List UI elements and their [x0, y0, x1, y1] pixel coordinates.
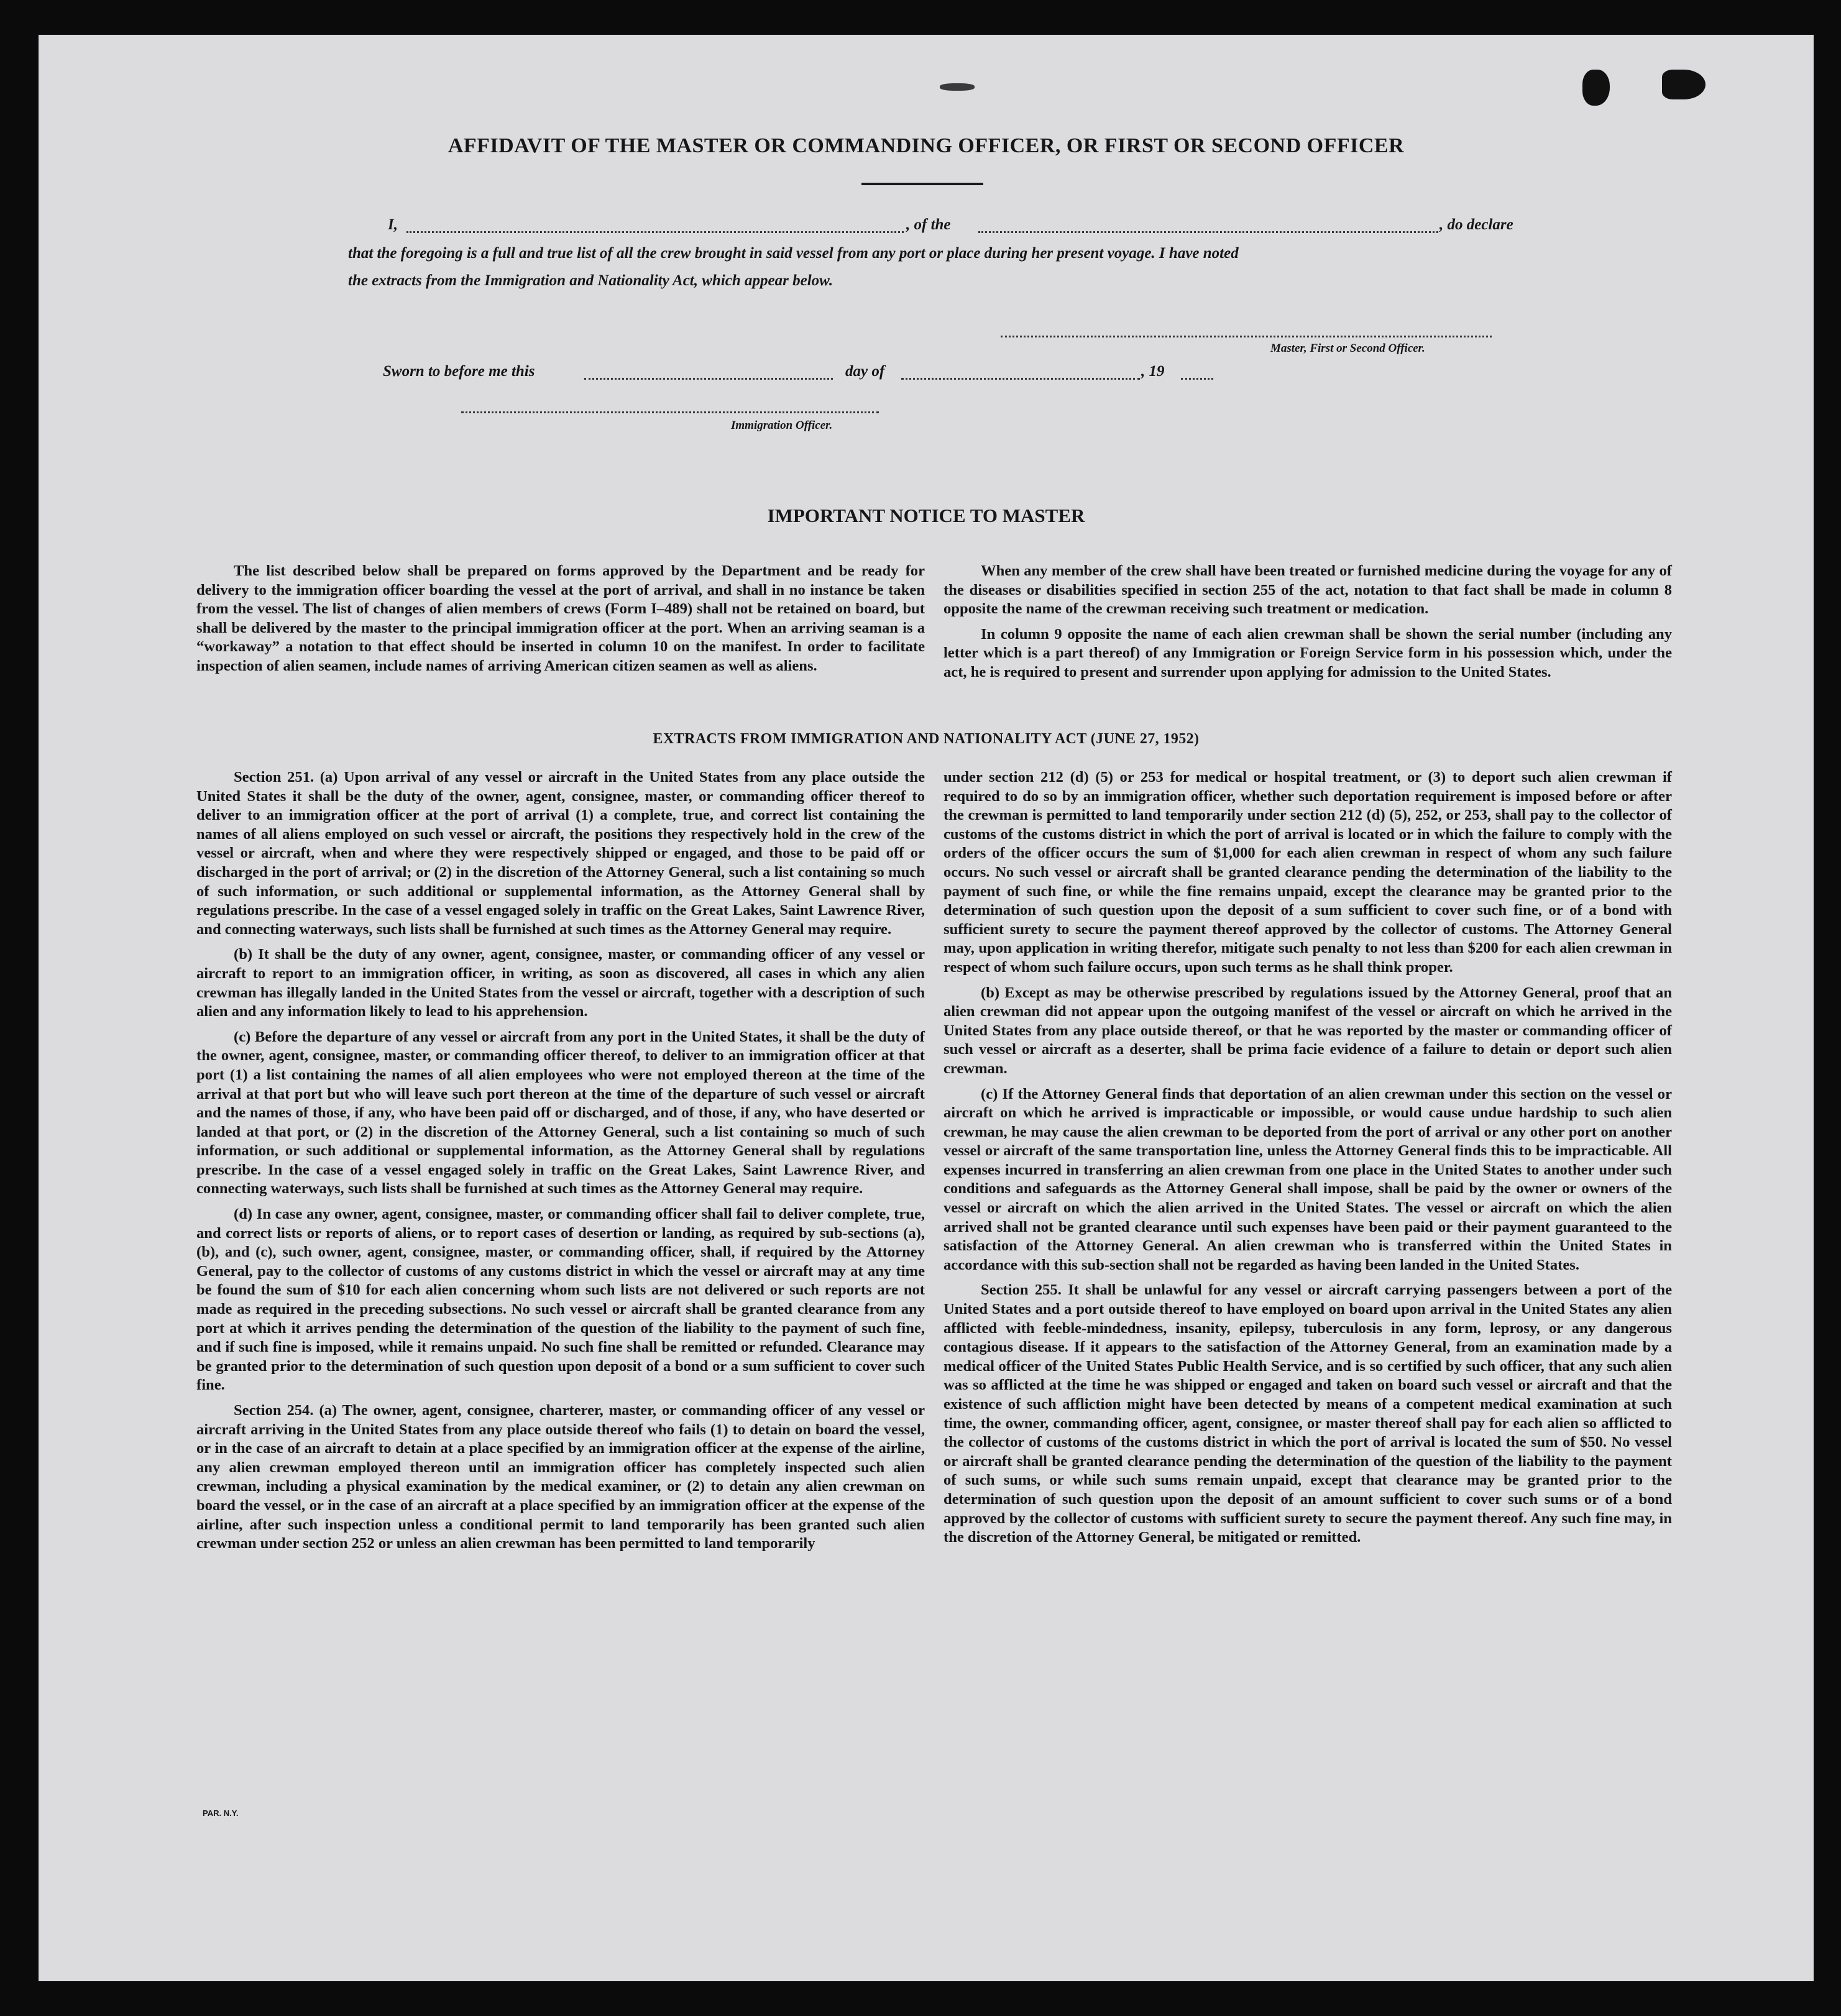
master-signature-line[interactable] — [1001, 336, 1492, 337]
extracts-right-column — [943, 768, 1672, 1554]
section-251-d: (d) In case any owner, agent, consignee, master, or commanding officer shall fail to deliver complete, true, and correct lists or reports of aliens, or to report cases of desertion or landing, as required by sub-sections (a), (b), and (c), such owner, agent, consignee, master, or commanding officer, shall, if required by the Attorney General, pay to the collector of customs of any customs district in which the vessel or aircraft may at any time be found the sum of $10 for each alien concerning whom such lists are not delivered or such reports are not made as required in the preceding subsections. No such vessel or aircraft shall be granted clearance from any port at which it arrives pending the determination of the question of the liability to the payment of such fine, and if such fine is imposed, while it remains unpaid. No such fine shall be remitted or refunded. Clearance may be granted prior to the determination of such question upon deposit of a bond or a sum sufficient to cover such fine. — [196, 1206, 925, 1394]
sworn-day-field[interactable] — [584, 378, 833, 380]
section-251-b: (b) It shall be the duty of any owner, agent, consignee, master, or commanding officer of any vessel or aircraft to report to an immigration officer, in writing, as soon as discovered, all cases in which any alien crewman has illegally landed in the United States from the vessel or aircraft, together with a description of such alien and any information likely to lead to his apprehension. — [196, 946, 925, 1020]
sworn-year-field[interactable] — [1181, 378, 1213, 380]
section-251-a: Section 251. (a) Upon arrival of any vessel or aircraft in the United States from any place outside the United States it shall be the duty of the owner, agent, consignee, master, or commanding officer thereof to deliver to an immigration officer at the port of arrival (1) a complete, true, and correct list containing the names of all aliens employed on such vessel or aircraft, the positions they respectively hold in the crew of the vessel or aircraft, when and where they were respectively shipped or engaged, and those to be paid off or discharged in the port of arrival; or (2) in the discretion of the Attorney General, such a list containing so much of such information, or such additional or supplemental information, as the Attorney General shall by regulations prescribe. In the case of a vessel engaged solely in traffic on the Great Lakes, Saint Lawrence River, and connecting waterways, such lists shall be furnished at such times as the Attorney General may require. — [196, 769, 925, 938]
punch-hole-left — [1582, 70, 1610, 106]
day-of-label: day of — [845, 363, 885, 380]
notice-right-column — [943, 562, 1672, 689]
section-254-b: (b) Except as may be otherwise prescribed by regulations issued by the Attorney General, proof that an alien crewman did not appear upon the outgoing manifest of the vessel or aircraft on which he arrived in the United States from any place outside thereof, or that he was reported by the master or commanding officer of such vessel or aircraft as a deserter, shall be prima facie evidence of a failure to detain or deport such alien crewman. — [943, 984, 1672, 1077]
printer-mark: PAR. N.Y. — [203, 1808, 239, 1818]
declaration-line-2: that the foregoing is a full and true list of all the crew brought in said vessel from any port or place during her present voyage. I have noted — [348, 245, 1239, 262]
notice-left-column — [196, 562, 925, 682]
master-signature-label: Master, First or Second Officer. — [1270, 342, 1425, 355]
notice-paragraph: When any member of the crew shall have been treated or furnished medicine during the voyage for any of the diseases or disabilities specified in section 255 of the act, notation to that fact shall be made in column 8 opposite the name of the crewman receiving such treatment or medication. — [943, 562, 1672, 618]
year-label: , 19 — [1141, 363, 1165, 380]
sworn-month-field[interactable] — [901, 378, 1140, 380]
section-254-a-continued: under section 212 (d) (5) or 253 for medical or hospital treatment, or (3) to deport such alien crewman if required to do so by an immigration officer, whether such deportation requirement is imposed before or after the crewman is permitted to land temporarily under section 212 (d) (5), 252, or 253, shall pay to the collector of customs of the customs district in which the port of arrival is located or in which the failure to comply with the orders of the officer occurs the sum of $1,000 for each alien crewman in respect of whom any such failure occurs. No such vessel or aircraft shall be granted clearance pending the determination of the liability to the payment of such fine, or while the fine remains unpaid, except the clearance may be granted prior to the determination of such question upon the deposit of a sum sufficient to cover such fine, or of a bond with sufficient surety to secure the payment thereof approved by the collector of customs. The Attorney General may, upon application in writing therefor, mitigate such penalty to not less than $200 for each alien crewman in respect of whom such failure occurs, upon such terms as he shall think proper. — [943, 769, 1672, 976]
extracts-title: EXTRACTS FROM IMMIGRATION AND NATIONALITY ACT (JUNE 27, 1952) — [653, 731, 1200, 747]
declarant-name-field[interactable] — [406, 231, 904, 233]
vessel-name-field[interactable] — [978, 231, 1438, 233]
punch-hole-right — [1662, 70, 1706, 99]
ink-mark — [940, 83, 975, 91]
officer-signature-label: Immigration Officer. — [731, 419, 833, 432]
section-251-c: (c) Before the departure of any vessel or aircraft from any port in the United States, it shall be the duty of the owner, agent, consignee, master, or commanding officer thereof, to deliver to an immigration officer at that port (1) a list containing the names of all alien employees who were not employed thereon at the time of the arrival at that port but who will leave such port thereon at the time of the departure of such vessel or aircraft and the names of those, if any, who have been paid off or discharged, and of those, if any, who have deserted or landed at that port, or (2) in the discretion of the Attorney General, such a list containing so much of such information, or such additional or supplemental information, as the Attorney General shall by regulations prescribe. In the case of a vessel engaged solely in traffic on the Great Lakes, Saint Lawrence River, and connecting waterways, such lists shall be furnished at such times as the Attorney General may require. — [196, 1028, 925, 1198]
affidavit-title: AFFIDAVIT OF THE MASTER OR COMMANDING OFFICER, OR FIRST OR SECOND OFFICER — [448, 134, 1405, 157]
declare-label: , do declare — [1439, 216, 1513, 233]
declaration-line-3: the extracts from the Immigration and Nationality Act, which appear below. — [348, 272, 833, 289]
notice-paragraph: The list described below shall be prepared on forms approved by the Department and be ready for delivery to the immigration officer boarding the vessel at the port of arrival, and shall in no instance be taken from the vessel. The list of changes of alien members of crews (Form I–489) shall not be retained on board, but shall be delivered by the master to the principal immigration officer at the port. When an arriving seaman is a “workaway” a notation to that effect should be inserted in column 10 on the manifest. In order to facilitate inspection of alien seamen, include names of arriving American citizen seamen as well as aliens. — [196, 562, 925, 674]
section-254-a: Section 254. (a) The owner, agent, consignee, charterer, master, or commanding officer of any vessel or aircraft arriving in the United States from any place outside thereof who fails (1) to detain on board the vessel, or in the case of an aircraft to detain at a place specified by an immigration officer at the expense of the airline, any alien crewman employed thereon until an immigration officer has completely inspected such alien crewman, including a physical examination by the medical examiner, or (2) to detain any alien crewman on board the vessel, or in the case of an aircraft at a place specified by an immigration officer at the expense of the airline, after such inspection unless a conditional permit to land temporarily has been granted such alien crewman under section 252 or unless an alien crewman has been permitted to land temporarily — [196, 1402, 925, 1552]
section-255: Section 255. It shall be unlawful for any vessel or aircraft carrying passengers between a port of the United States and a port outside thereof to have employed on board upon arrival in the United States any alien afflicted with feeble-mindedness, insanity, epilepsy, tuberculosis in any form, leprosy, or any dangerous contagious disease. If it appears to the satisfaction of the Attorney General, from an examination made by a medical officer of the United States Public Health Service, and is so certified by such officer, that any such alien was so afflicted at the time he was shipped or engaged and taken on board such vessel or aircraft and that the existence of such affliction might have been detected by means of a competent medical examination at such time, the owner, commanding officer, agent, consignee, or master thereof shall pay for each alien so afflicted to the collector of customs of the customs district in which the port of arrival is located the sum of $50. No vessel or aircraft shall be granted clearance pending the determination of the question of the liability to the payment of such sums, or while such sums remain unpaid, except that clearance may be granted prior to the determination of such question upon the deposit of an amount sufficient to cover such sums or of a bond approved by the collector of customs with sufficient surety to secure the payment thereof. Any such fine may, in the discretion of the Attorney General, be mitigated or remitted. — [943, 1281, 1672, 1546]
declarant-prefix: I, — [388, 216, 398, 233]
section-254-c: (c) If the Attorney General finds that deportation of an alien crewman under this section on the vessel or aircraft on which he arrived is impracticable or impossible, or would cause undue hardship to such alien crewman, he may cause the alien crewman to be deported from the port of arrival or any other port on another vessel or aircraft of the same transportation line, unless the Attorney General finds this to be impracticable. All expenses incurred in transferring an alien crewman from one place in the United States to another under such conditions and safeguards as the Attorney General shall impose, shall be paid by the owner or owners of the vessel or aircraft on which the alien arrived in the United States. The vessel or aircraft on which the alien arrived shall not be granted clearance until such expenses have been paid or their payment guaranteed to the satisfaction of the Attorney General. An alien crewman who is transferred within the United States in accordance with this sub-section shall not be regarded as having been landed in the United States. — [943, 1085, 1672, 1273]
title-divider — [861, 183, 983, 185]
sworn-label: Sworn to before me this — [383, 363, 535, 380]
notice-title: IMPORTANT NOTICE TO MASTER — [767, 505, 1085, 526]
notice-paragraph: In column 9 opposite the name of each alien crewman shall be shown the serial number (including any letter which is a part thereof) of any Immigration or Foreign Service form in his possession which, under the act, he is required to present and surrender upon applying for admission to the United States. — [943, 625, 1672, 680]
extracts-left-column — [196, 768, 925, 1560]
of-the-label: , of the — [906, 216, 951, 233]
officer-signature-line[interactable] — [461, 411, 879, 413]
form-page — [39, 35, 1814, 1981]
